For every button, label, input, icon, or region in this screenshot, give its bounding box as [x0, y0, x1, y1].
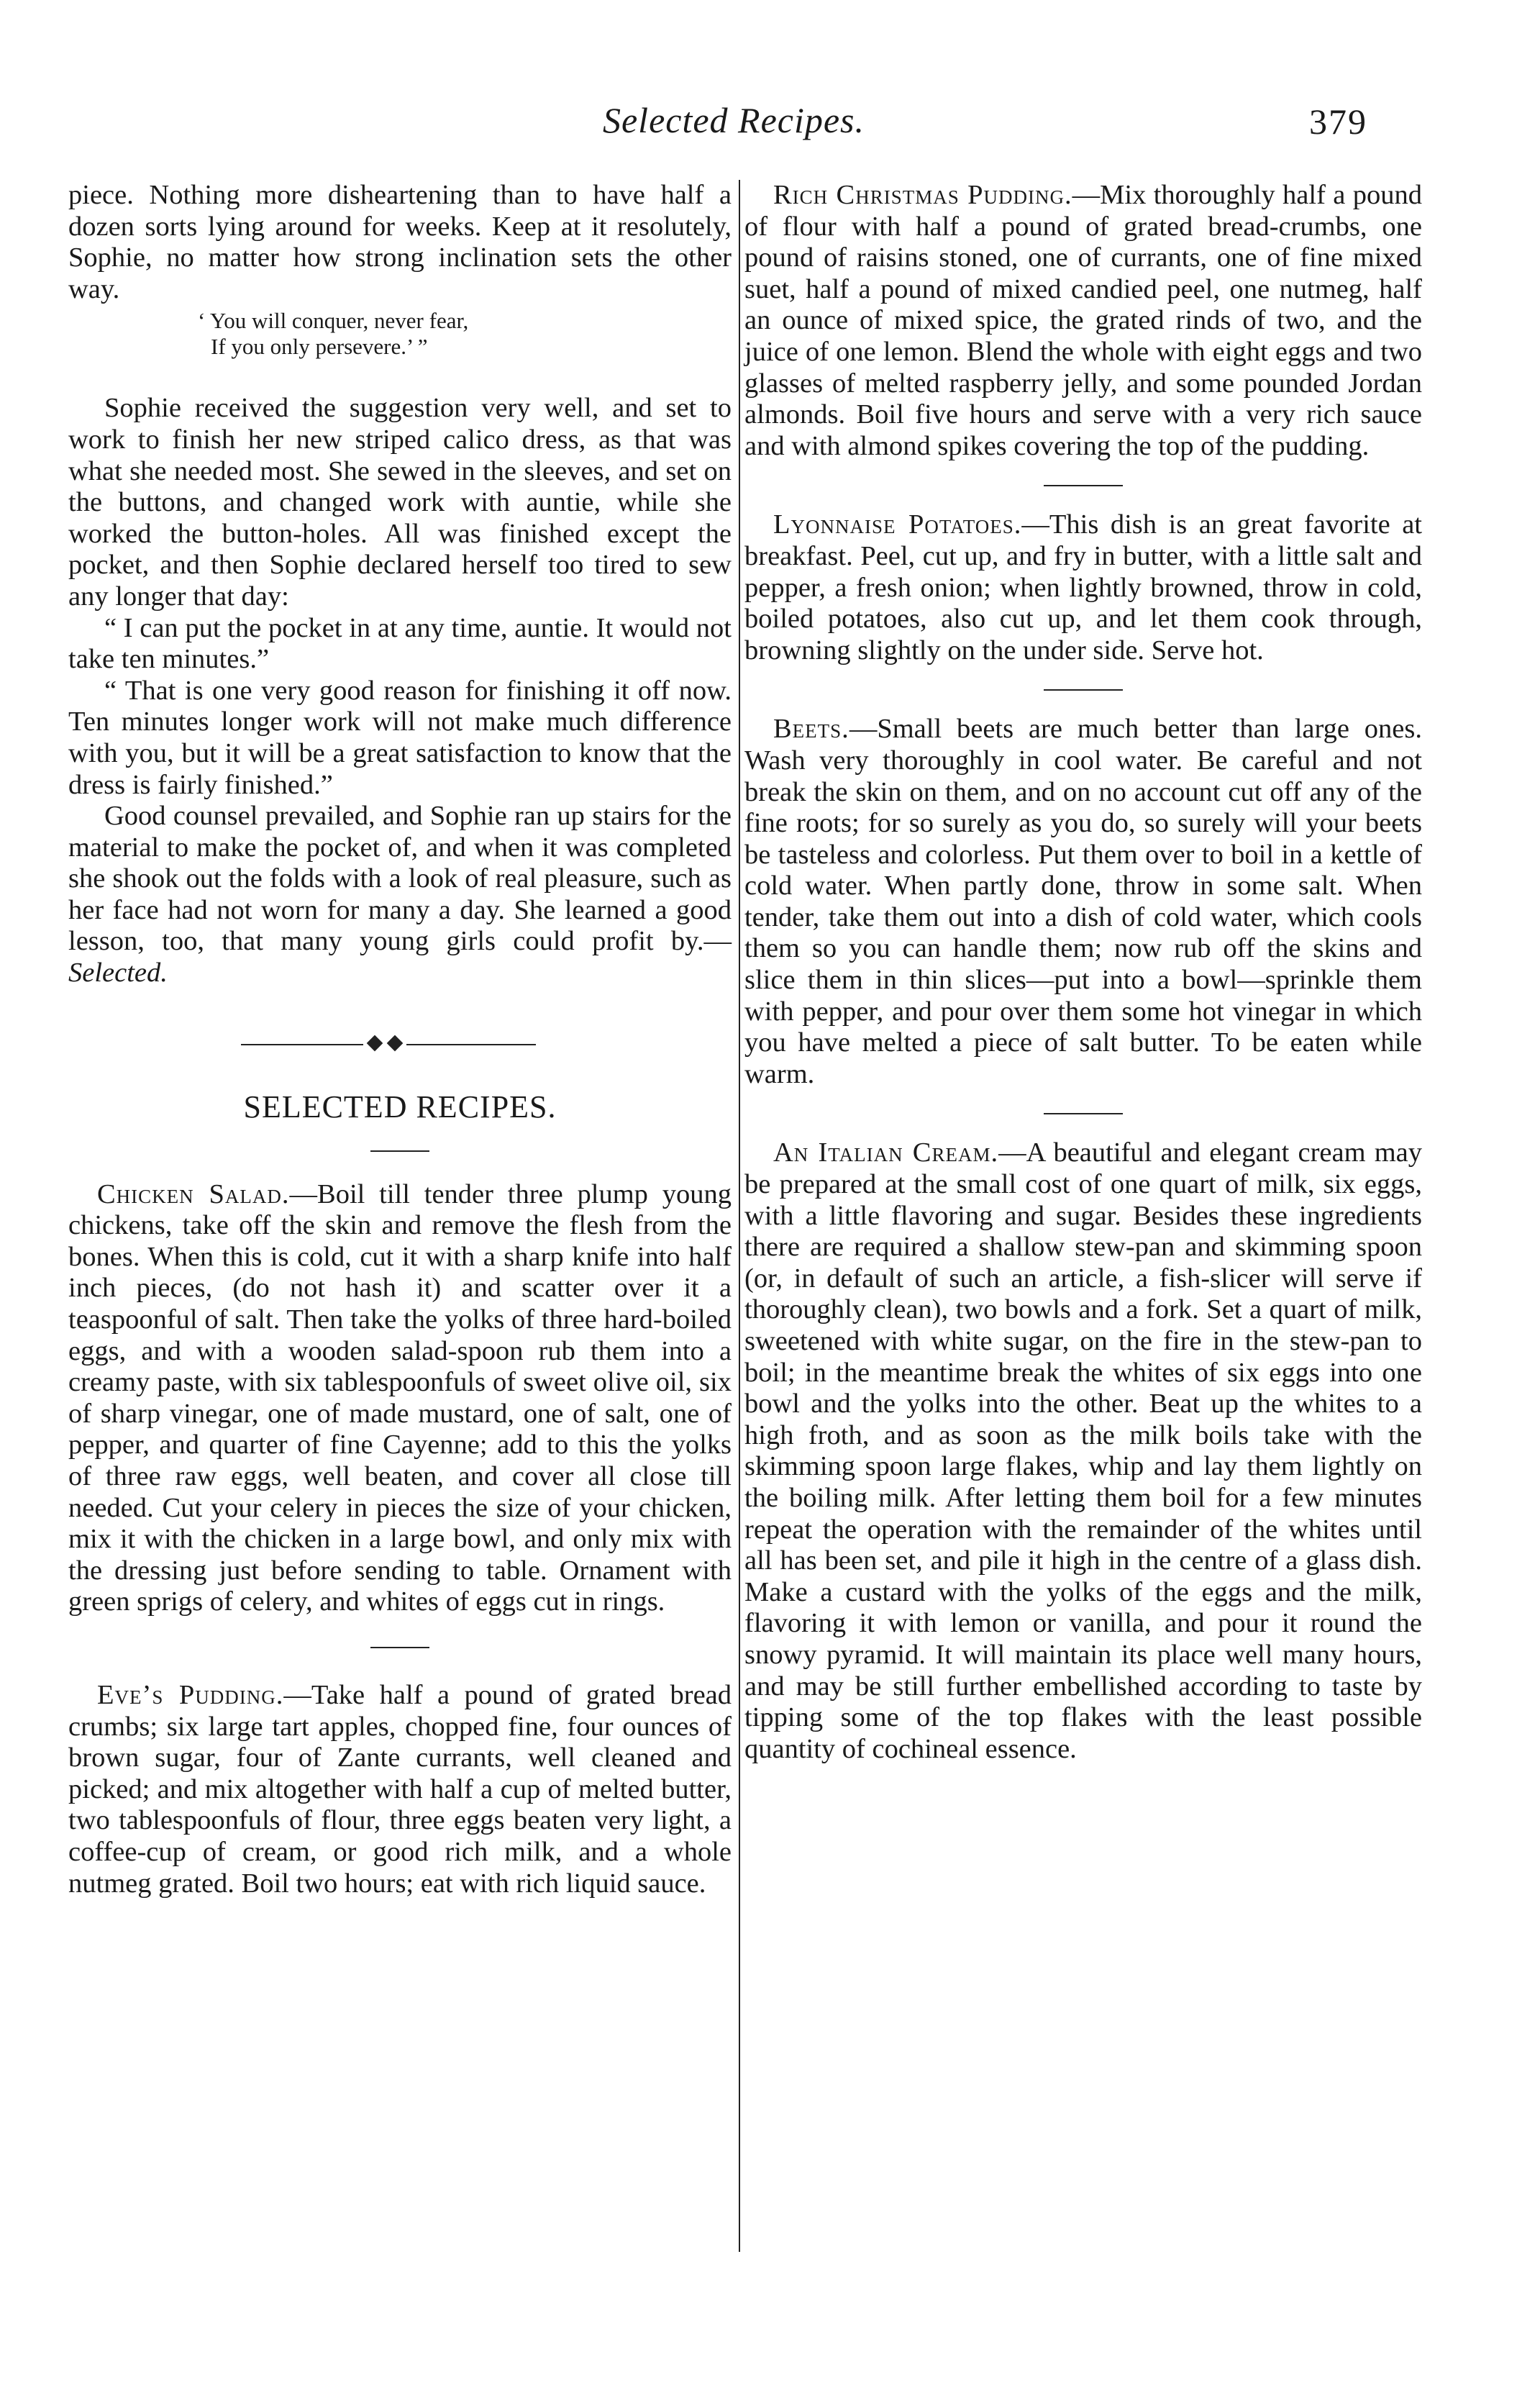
story-paragraph-5-text: Good counsel prevailed, and Sophie ran up stairs for the material to make the pocket of, and when it was completed she shook out the folds with a look of real pleasure, such as her face had not worn for many a day. She learned a good lesson, too, that many young girls could profit by.—	[68, 801, 732, 957]
verse-line-1: ‘ You will conquer, never fear,	[198, 308, 469, 334]
recipe-beets	[744, 714, 1422, 1090]
recipe-separator	[1044, 689, 1123, 691]
recipe-lyonnaise-potatoes	[744, 509, 1422, 666]
verse-quote	[198, 308, 732, 360]
title-rule	[370, 1150, 429, 1152]
recipe-separator	[1044, 1113, 1123, 1114]
right-column	[744, 180, 1422, 1765]
recipe-body: —Mix thoroughly half a pound of flour with half a pound of grated bread-crumbs, one pound of raisins stoned, one of currants, one of fine mixed suet, half a pound of mixed candied peel, one nutmeg, half an ounce of mixed spice, the grated rinds of two, and the juice of one lemon. Blend the whole with eight eggs and two glasses of melted raspberry jelly, and some pounded Jordan almonds. Boil five hours and serve with a very rich sauce and with almond spikes covering the top of the pudding.	[744, 180, 1422, 461]
story-paragraph-1: piece. Nothing more disheartening than to have half a dozen sorts lying around for weeks. Keep at it resolutely, Sophie, no matter how strong inclination sets the other way.	[68, 180, 732, 304]
source-signature: Selected.	[68, 958, 168, 989]
recipe-separator	[370, 1647, 429, 1648]
running-head: Selected Recipes.	[602, 100, 865, 140]
column-rule	[739, 180, 740, 2252]
recipe-title: Chicken Salad.	[97, 1178, 290, 1209]
verse-line-2: If you only persevere.’ ”	[211, 334, 428, 360]
recipe-title: Rich Christmas Pudding.	[773, 180, 1072, 210]
recipe-eves-pudding	[68, 1680, 732, 1899]
recipe-body: —A beautiful and elegant cream may be prepared at the small cost of one quart of milk, six eggs, with a little flavoring and sugar. Besides these ingredients there are required a shallow stew-pan and skimming spoon (or, in default of such an article, a fish-slicer will serve if thoroughly clean), two bowls and a fork. Set a quart of milk, sweetened with white sugar, on the fire in the stew-pan to boil; in the meantime break the whites of six eggs into one bowl and the yolks into the other. Beat up the whites to a high froth, and as soon as the milk boils take with the skimming spoon large flakes, whip and lay them lightly on the boiling milk. After letting them boil for a few minutes repeat the operation with the remainder of the whites until all has been set, and pile it high in the centre of a glass dish. Make a custard with the yolks of the eggs and the milk, flavoring it with lemon or vanilla, and pour it round the snowy pyramid. It will maintain its place well many hours, and may be still further embellished according to taste by tipping some of the top flakes with the least possible quantity of cochineal essence.	[744, 1137, 1423, 1764]
recipe-chicken-salad	[68, 1179, 732, 1618]
story-paragraph-2: Sophie received the suggestion very well, and set to work to finish her new striped calico dress, as that was what she needed most. She sewed in the sleeves, and set on the buttons, and changed work with auntie, while she worked the button-holes. All was finished except the pocket, and then Sophie declared herself too tired to sew any longer that day:	[68, 393, 732, 612]
recipe-body: —Boil till tender three plump young chickens, take off the skin and remove the flesh from the bones. When this is cold, cut it with a sharp knife into half inch pieces, (do not hash it) and scatter over it a teaspoonful of salt. Then take the yolks of three hard-boiled eggs, and with a wooden salad-spoon rub them into a creamy paste, with six tablespoonfuls of sweet olive oil, six of sharp vinegar, one of made mustard, one of salt, one of pepper, and quarter of fine Cayenne; add to this the yolks of three raw eggs, well beaten, and cover all close till needed. Cut your celery in pieces the size of your chicken, mix it with the chicken in a large bowl, and only mix with the dressing just before sending to table. Ornament with green sprigs of celery, and whites of eggs cut in rings.	[68, 1178, 732, 1617]
story-paragraph-5	[68, 801, 732, 989]
recipe-body: —Small beets are much better than large ones. Wash very thoroughly in cool water. Be careful and not break the skin on them, and on no account cut off any of the fine roots; for so surely as you do, so surely will your beets be tasteless and colorless. Put them over to boil in a kettle of cold water. When partly done, throw in some salt. When tender, take them out into a dish of cold water, which cools them so you can handle them; now rub off the skins and slice them in thin slices—put into a bowl—sprinkle them with pepper, and pour over them some hot vinegar in which you have melted a piece of salt butter. To be eaten while warm.	[744, 714, 1422, 1089]
recipe-title: An Italian Cream.	[773, 1137, 999, 1168]
story-paragraph-4: “ That is one very good reason for finishing it off now. Ten minutes longer work will not make much difference with you, but it will be a great satisfaction to know that the dress is fairly finished.”	[68, 675, 732, 800]
recipe-rich-christmas-pudding	[744, 180, 1422, 462]
recipe-body: —Take half a pound of grated bread crumbs; six large tart apples, chopped fine, four ounces of brown sugar, four of Zante currants, well cleaned and picked; and mix altogether with half a cup of melted butter, two tablespoonfuls of flour, three eggs beaten very light, a coffee-cup of cream, or good rich milk, and a whole nutmeg grated. Boil two hours; eat with rich liquid sauce.	[68, 1679, 732, 1899]
recipe-title: Lyonnaise Potatoes.	[773, 509, 1022, 540]
recipe-title: Eve’s Pudding.	[97, 1679, 284, 1710]
page-number: 379	[1309, 101, 1367, 142]
recipe-separator	[1044, 485, 1123, 486]
section-divider-ornament	[68, 1024, 732, 1067]
section-title: SELECTED RECIPES.	[243, 1089, 557, 1125]
story-paragraph-3: “ I can put the pocket in at any time, auntie. It would not take ten minutes.”	[68, 612, 732, 675]
left-column	[68, 180, 732, 1899]
recipe-italian-cream	[744, 1137, 1422, 1765]
recipe-body: —This dish is an great favorite at breakfast. Peel, cut up, and fry in butter, with a little salt and pepper, a fresh onion; when lightly browned, throw in cold, boiled potatoes, also cut up, and let them cook through, browning slightly on the under side. Serve hot.	[744, 509, 1422, 665]
recipe-title: Beets.	[773, 714, 849, 745]
